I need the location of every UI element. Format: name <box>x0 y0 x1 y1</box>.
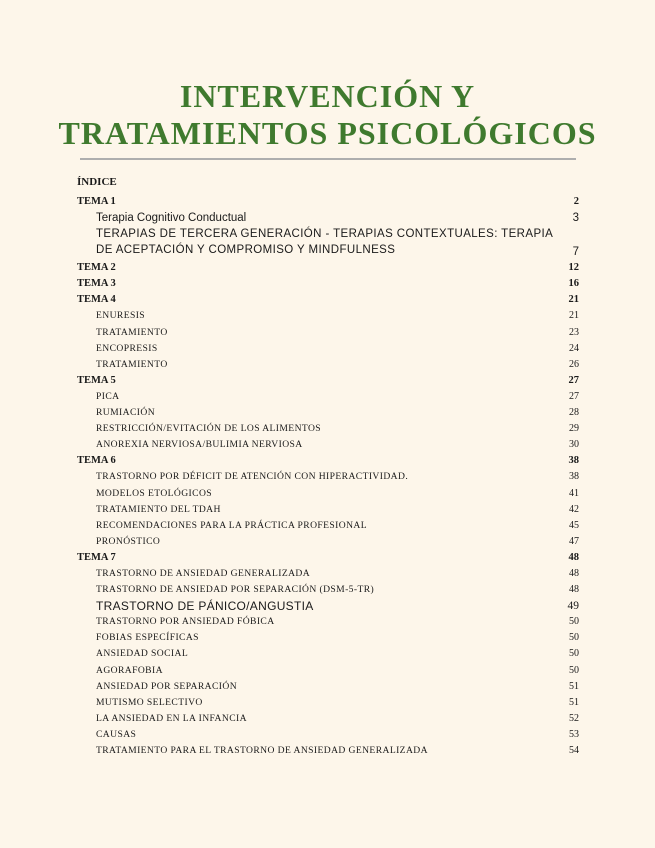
toc-section-entry[interactable] <box>77 210 579 226</box>
toc-entry-label: RESTRICCIÓN/EVITACIÓN DE LOS ALIMENTOS <box>96 423 322 435</box>
toc-entry-page-number: 27 <box>569 390 579 402</box>
toc-section-entry[interactable] <box>77 711 579 727</box>
toc-entry-label: PRONÓSTICO <box>96 535 161 547</box>
toc-section-entry[interactable] <box>77 614 579 630</box>
toc-entry-label: ENCOPRESIS <box>96 342 158 354</box>
toc-section-entry[interactable] <box>77 389 579 405</box>
toc-chapter-entry[interactable] <box>77 550 579 566</box>
toc-entry-label: TRASTORNO POR ANSIEDAD FÓBICA <box>96 616 275 628</box>
toc-section-entry[interactable] <box>77 226 579 260</box>
toc-entry-page-number: 21 <box>569 310 579 322</box>
toc-section-entry[interactable] <box>77 357 579 373</box>
toc-entry-label: Terapia Cognitivo Conductual <box>96 212 247 225</box>
toc-chapter-entry[interactable] <box>77 276 579 292</box>
toc-entry-page-number: 50 <box>569 648 579 660</box>
toc-section-entry[interactable] <box>77 727 579 743</box>
toc-section-entry[interactable] <box>77 469 579 485</box>
toc-entry-label: TRATAMIENTO PARA EL TRASTORNO DE ANSIEDAD GENERALIZADA <box>96 745 428 756</box>
toc-entry-label: ENURESIS <box>96 310 146 322</box>
toc-entry-page-number: 16 <box>568 278 579 290</box>
toc-entry-label: TEMA 5 <box>77 374 116 386</box>
toc-entry-page-number: 28 <box>569 407 579 419</box>
toc-entry-page-number: 38 <box>568 455 579 467</box>
toc-entry-page-number: 49 <box>567 600 579 613</box>
toc-entry-page-number: 52 <box>569 712 579 724</box>
toc-entry-page-number: 53 <box>569 728 579 740</box>
toc-entry-page-number: 47 <box>569 535 579 547</box>
toc-entry-page-number: 42 <box>569 503 579 515</box>
toc-entry-page-number: 7 <box>572 246 579 259</box>
toc-entry-label: TRASTORNO DE ANSIEDAD GENERALIZADA <box>96 567 311 579</box>
toc-entry-page-number: 50 <box>569 616 579 628</box>
toc-entry-label: TEMA 2 <box>77 262 116 274</box>
toc-chapter-entry[interactable] <box>77 292 579 308</box>
toc-section-entry[interactable] <box>77 566 579 582</box>
title-line-1: INTERVENCIÓN Y <box>179 78 476 114</box>
toc-list <box>77 194 579 759</box>
toc-entry-label: ANSIEDAD POR SEPARACIÓN <box>96 680 238 692</box>
toc-entry-label: LA ANSIEDAD EN LA INFANCIA <box>96 712 247 724</box>
toc-section-entry[interactable] <box>77 695 579 711</box>
toc-entry-page-number: 3 <box>572 212 579 225</box>
toc-entry-page-number: 2 <box>573 196 579 207</box>
toc-section-entry[interactable] <box>77 534 579 550</box>
toc-section-entry[interactable] <box>77 630 579 646</box>
toc-section-entry[interactable] <box>77 598 579 614</box>
toc-chapter-entry[interactable] <box>77 260 579 276</box>
toc-section-entry[interactable] <box>77 405 579 421</box>
toc-entry-page-number: 45 <box>569 519 579 531</box>
table-of-contents <box>77 170 579 759</box>
toc-entry-label: AGORAFOBIA <box>96 664 163 676</box>
toc-entry-page-number: 51 <box>569 696 579 708</box>
toc-entry-page-number: 48 <box>569 584 579 596</box>
toc-section-entry[interactable] <box>77 582 579 598</box>
toc-chapter-entry[interactable] <box>77 373 579 389</box>
toc-entry-page-number: 48 <box>569 567 579 579</box>
title-divider <box>80 158 576 160</box>
toc-entry-label: TRASTORNO DE PÁNICO/ANGUSTIA <box>96 599 314 614</box>
title-line-2: TRATAMIENTOS PSICOLÓGICOS <box>58 115 597 151</box>
toc-entry-label: TRATAMIENTO <box>96 358 168 370</box>
toc-entry-label: FOBIAS ESPECÍFICAS <box>96 632 199 644</box>
toc-section-entry[interactable] <box>77 646 579 662</box>
toc-chapter-entry[interactable] <box>77 453 579 469</box>
toc-entry-page-number: 50 <box>569 664 579 676</box>
toc-entry-page-number: 41 <box>569 487 579 499</box>
toc-entry-page-number: 29 <box>569 423 579 435</box>
toc-entry-page-number: 24 <box>569 342 579 354</box>
toc-entry-label: TRATAMIENTO <box>96 326 168 338</box>
toc-section-entry[interactable] <box>77 486 579 502</box>
toc-section-entry[interactable] <box>77 421 579 437</box>
toc-section-entry[interactable] <box>77 341 579 357</box>
toc-entry-label: MODELOS ETOLÓGICOS <box>96 487 213 499</box>
toc-entry-page-number: 27 <box>568 374 579 386</box>
toc-entry-page-number: 50 <box>569 632 579 644</box>
toc-entry-page-number: 38 <box>569 471 579 483</box>
toc-entry-label: ANSIEDAD SOCIAL <box>96 648 189 660</box>
toc-entry-label: CAUSAS <box>96 728 137 740</box>
toc-entry-label: TEMA 4 <box>77 294 116 306</box>
toc-entry-page-number: 12 <box>568 262 579 274</box>
toc-section-entry[interactable] <box>77 325 579 341</box>
toc-entry-page-number: 51 <box>569 680 579 692</box>
toc-entry-label: TEMA 6 <box>77 455 116 467</box>
toc-section-entry[interactable] <box>77 437 579 453</box>
toc-entry-label: TEMA 7 <box>77 551 116 563</box>
toc-entry-label: RECOMENDACIONES PARA LA PRÁCTICA PROFESIONAL <box>96 519 367 531</box>
toc-section-entry[interactable] <box>77 308 579 324</box>
toc-entry-page-number: 23 <box>569 326 579 338</box>
toc-entry-label: TRASTORNO POR DÉFICIT DE ATENCIÓN CON HIPERACTIVIDAD. <box>96 471 409 483</box>
toc-entry-label: TERAPIAS DE TERCERA GENERACIÓN - TERAPIAS CONTEXTUALES: TERAPIA DE ACEPTACIÓN Y COMPROMISO Y MINDFULNESS <box>96 228 553 256</box>
toc-section-entry[interactable] <box>77 502 579 518</box>
toc-section-entry[interactable] <box>77 663 579 679</box>
toc-section-entry[interactable] <box>77 679 579 695</box>
toc-entry-label: TRASTORNO DE ANSIEDAD POR SEPARACIÓN (DSM-5-TR) <box>96 584 375 596</box>
toc-entry-label: TEMA 3 <box>77 278 116 290</box>
toc-section-entry[interactable] <box>77 743 579 759</box>
toc-section-entry[interactable] <box>77 518 579 534</box>
toc-entry-label: ANOREXIA NERVIOSA/BULIMIA NERVIOSA <box>96 439 303 451</box>
toc-chapter-entry[interactable] <box>77 194 579 210</box>
toc-entry-page-number: 54 <box>569 745 579 756</box>
toc-entry-page-number: 26 <box>569 358 579 370</box>
toc-entry-page-number: 30 <box>569 439 579 451</box>
toc-entry-label: PICA <box>96 390 120 402</box>
toc-entry-label: TRATAMIENTO DEL TDAH <box>96 503 221 515</box>
toc-entry-page-number: 48 <box>568 551 579 563</box>
document-title <box>0 78 655 152</box>
toc-entry-page-number: 21 <box>568 294 579 306</box>
toc-entry-label: MUTISMO SELECTIVO <box>96 696 203 708</box>
toc-entry-label: RUMIACIÓN <box>96 407 156 419</box>
toc-heading: ÍNDICE <box>77 176 117 188</box>
toc-entry-label: TEMA 1 <box>77 196 116 207</box>
